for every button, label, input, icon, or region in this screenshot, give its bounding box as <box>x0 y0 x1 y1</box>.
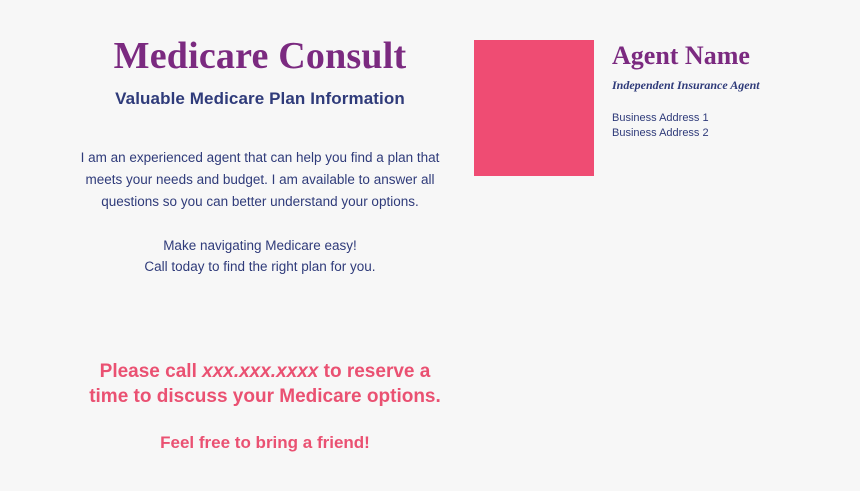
cta-closing-line: Feel free to bring a friend! <box>160 433 370 453</box>
cta-line-2: time to discuss your Medicare options. <box>89 385 441 407</box>
call-to-action-block <box>50 360 480 453</box>
intro-line-1: I am an experienced agent that can help you find a plan that <box>80 150 440 166</box>
address-line-1: Business Address 1 <box>612 111 709 124</box>
closing-paragraph <box>70 235 450 279</box>
closing-line-1: Make navigating Medicare easy! <box>163 237 357 253</box>
page-title: Medicare Consult <box>113 35 407 77</box>
address-line-2: Business Address 2 <box>612 126 709 139</box>
intro-line-3: questions so you can better understand your options. <box>101 193 419 209</box>
page-subtitle: Valuable Medicare Plan Information <box>115 89 405 109</box>
intro-line-2: meets your needs and budget. I am available to answer all <box>85 171 435 187</box>
closing-line-2: Call today to find the right plan for you. <box>144 259 376 275</box>
agent-title: Independent Insurance Agent <box>612 77 760 92</box>
intro-paragraph <box>70 147 450 213</box>
left-content-column <box>60 36 460 278</box>
agent-photo-placeholder <box>474 40 594 176</box>
agent-address <box>612 111 842 141</box>
body-copy <box>60 147 460 278</box>
cta-suffix: to reserve a <box>318 361 431 382</box>
cta-phone-line <box>50 360 480 409</box>
cta-prefix: Please call <box>99 361 203 382</box>
agent-name: Agent Name <box>612 41 750 70</box>
phone-number: xxx.xxx.xxxx <box>202 361 319 382</box>
agent-info-block <box>612 42 842 141</box>
